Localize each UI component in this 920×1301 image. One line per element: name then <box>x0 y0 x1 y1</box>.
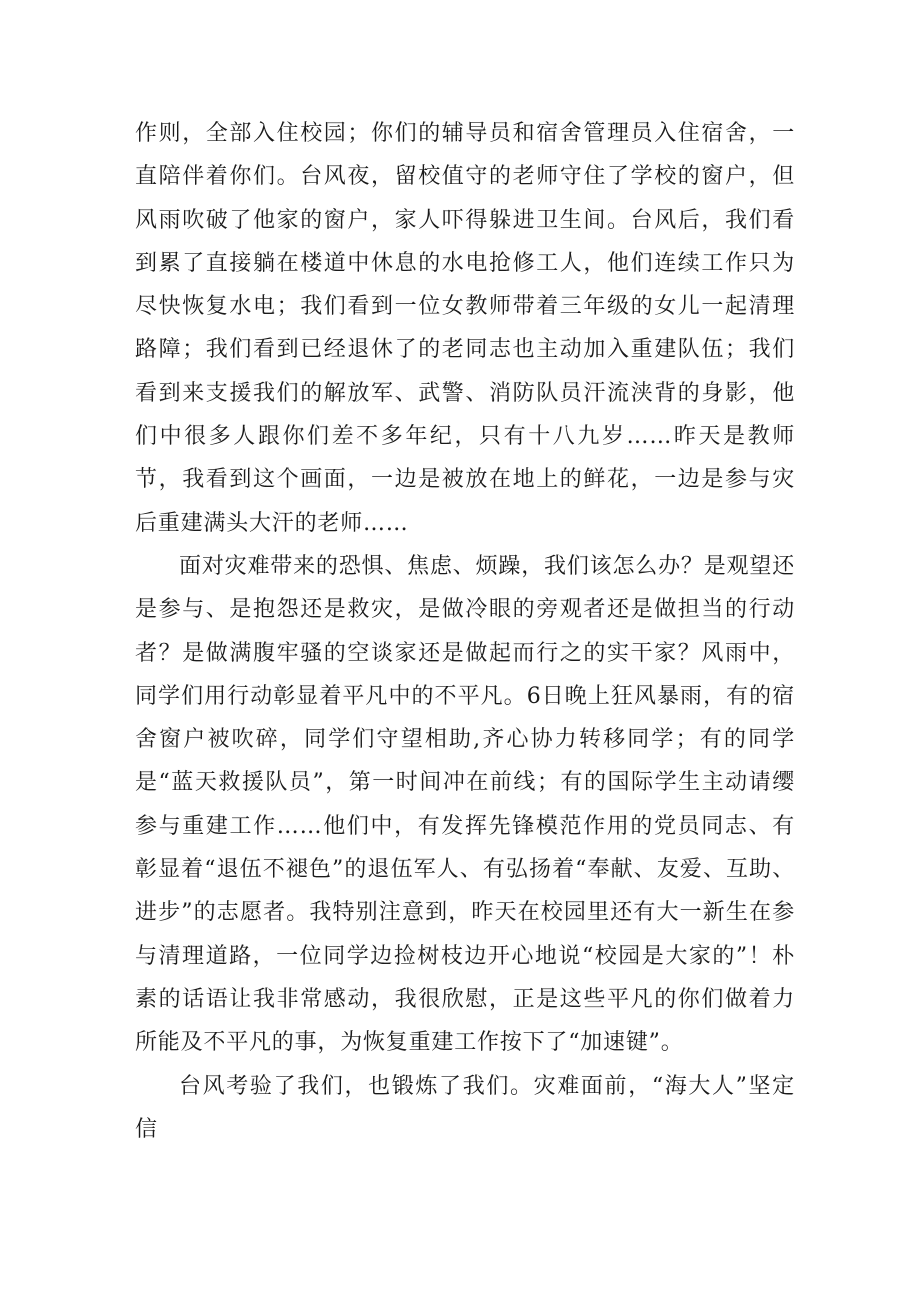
paragraph-2: 面对灾难带来的恐惧、焦虑、烦躁，我们该怎么办？是观望还是参与、是抱怨还是救灾，是做冷眼的旁观者还是做担当的行动者？是做满腹牢骚的空谈家还是做起而行之的实干家？风雨中，同学们用行动彰显着平凡中的不平凡。6日晚上狂风暴雨，有的宿舍窗户被吹碎，同学们守望相助,齐心协力转移同学；有的同学是“蓝天救援队员”，第一时间冲在前线；有的国际学生主动请缨参与重建工作……他们中，有发挥先锋模范作用的党员同志、有彰显着“退伍不褪色”的退伍军人、有弘扬着“奉献、友爱、互助、进步”的志愿者。我特别注意到，昨天在校园里还有大一新生在参与清理道路，一位同学边捡树枝边开心地说“校园是大家的”！朴素的话语让我非常感动，我很欣慰，正是这些平凡的你们做着力所能及不平凡的事，为恢复重建工作按下了“加速键”。 <box>135 553 795 1056</box>
paragraph-3: 台风考验了我们，也锻炼了我们。灾难面前，“海大人”坚定信 <box>135 1073 795 1142</box>
document-body <box>135 112 795 1151</box>
paragraph-1: 作则，全部入住校园；你们的辅导员和宿舍管理员入住宿舍，一直陪伴着你们。台风夜，留校值守的老师守住了学校的窗户，但风雨吹破了他家的窗户，家人吓得躲进卫生间。台风后，我们看到累了直接躺在楼道中休息的水电抢修工人，他们连续工作只为尽快恢复水电；我们看到一位女教师带着三年级的女儿一起清理路障；我们看到已经退休了的老同志也主动加入重建队伍；我们看到来支援我们的解放军、武警、消防队员汗流浃背的身影，他们中很多人跟你们差不多年纪，只有十八九岁……昨天是教师节，我看到这个画面，一边是被放在地上的鲜花，一边是参与灾后重建满头大汗的老师…… <box>135 121 795 536</box>
